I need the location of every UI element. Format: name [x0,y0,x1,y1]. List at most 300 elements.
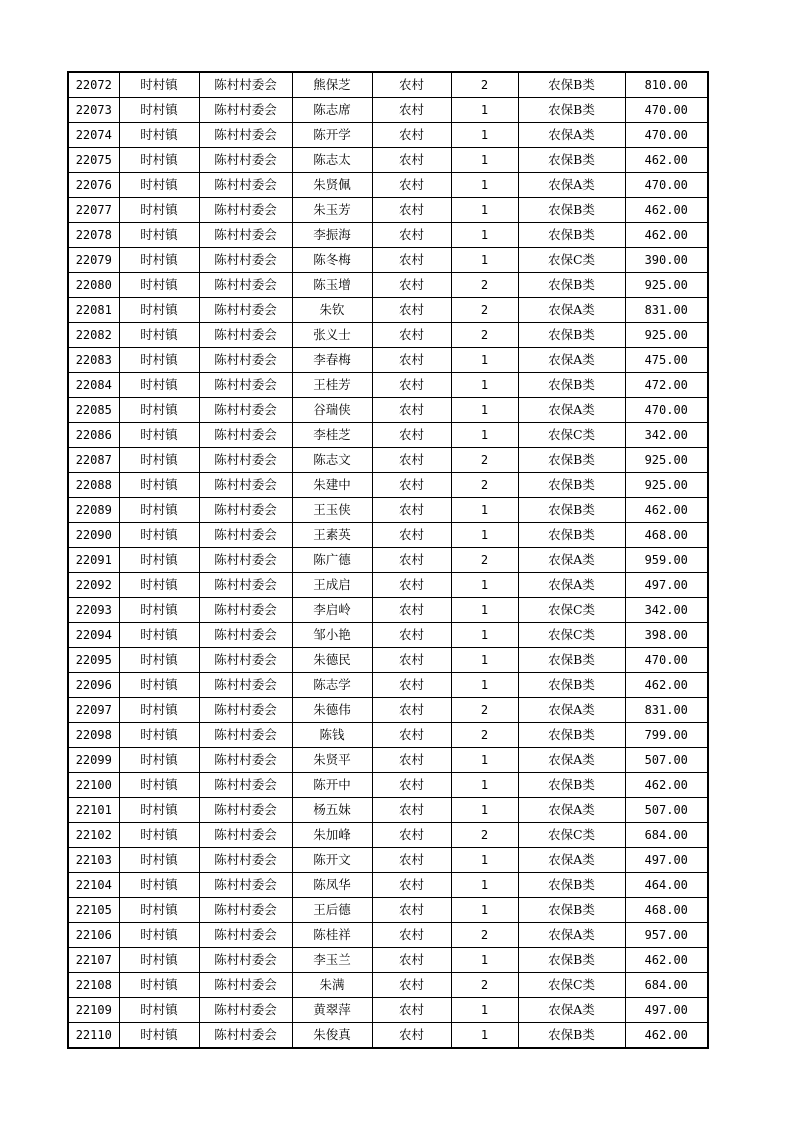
amount-cell: 925.00 [625,448,708,473]
person-name-cell: 陈开中 [292,773,372,798]
village-committee-cell: 陈村村委会 [199,673,292,698]
town-cell: 时村镇 [119,598,199,623]
table-row [68,823,708,848]
village-committee-cell: 陈村村委会 [199,573,292,598]
table-row [68,698,708,723]
insurance-category-cell: 农保B类 [518,273,625,298]
record-id-cell: 22097 [68,698,119,723]
area-type-cell: 农村 [372,523,451,548]
person-name-cell: 李桂芝 [292,423,372,448]
household-count-cell: 1 [451,898,518,923]
insurance-category-cell: 农保B类 [518,898,625,923]
village-committee-cell: 陈村村委会 [199,798,292,823]
record-id-cell: 22100 [68,773,119,798]
person-name-cell: 张义士 [292,323,372,348]
household-count-cell: 1 [451,673,518,698]
town-cell: 时村镇 [119,448,199,473]
area-type-cell: 农村 [372,323,451,348]
amount-cell: 831.00 [625,298,708,323]
village-committee-cell: 陈村村委会 [199,348,292,373]
village-committee-cell: 陈村村委会 [199,323,292,348]
person-name-cell: 陈志太 [292,148,372,173]
person-name-cell: 朱玉芳 [292,198,372,223]
person-name-cell: 陈开学 [292,123,372,148]
town-cell: 时村镇 [119,198,199,223]
amount-cell: 475.00 [625,348,708,373]
village-committee-cell: 陈村村委会 [199,173,292,198]
roster-table [67,71,709,1049]
table-row [68,72,708,98]
amount-cell: 925.00 [625,273,708,298]
record-id-cell: 22082 [68,323,119,348]
person-name-cell: 邹小艳 [292,623,372,648]
table-row [68,498,708,523]
area-type-cell: 农村 [372,1023,451,1049]
household-count-cell: 2 [451,72,518,98]
village-committee-cell: 陈村村委会 [199,498,292,523]
table-row [68,148,708,173]
table-row [68,473,708,498]
table-row [68,573,708,598]
village-committee-cell: 陈村村委会 [199,248,292,273]
record-id-cell: 22073 [68,98,119,123]
person-name-cell: 朱德伟 [292,698,372,723]
village-committee-cell: 陈村村委会 [199,873,292,898]
amount-cell: 810.00 [625,72,708,98]
person-name-cell: 朱钦 [292,298,372,323]
record-id-cell: 22080 [68,273,119,298]
person-name-cell: 王后德 [292,898,372,923]
insurance-category-cell: 农保B类 [518,723,625,748]
table-row [68,423,708,448]
town-cell: 时村镇 [119,498,199,523]
insurance-category-cell: 农保A类 [518,298,625,323]
amount-cell: 925.00 [625,323,708,348]
town-cell: 时村镇 [119,998,199,1023]
table-row [68,798,708,823]
record-id-cell: 22103 [68,848,119,873]
record-id-cell: 22102 [68,823,119,848]
village-committee-cell: 陈村村委会 [199,598,292,623]
insurance-category-cell: 农保A类 [518,748,625,773]
table-row [68,773,708,798]
household-count-cell: 1 [451,123,518,148]
insurance-category-cell: 农保C类 [518,973,625,998]
amount-cell: 799.00 [625,723,708,748]
person-name-cell: 朱贤平 [292,748,372,773]
town-cell: 时村镇 [119,973,199,998]
household-count-cell: 1 [451,98,518,123]
table-row [68,348,708,373]
household-count-cell: 2 [451,548,518,573]
insurance-category-cell: 农保A类 [518,998,625,1023]
village-committee-cell: 陈村村委会 [199,373,292,398]
town-cell: 时村镇 [119,273,199,298]
table-row [68,248,708,273]
record-id-cell: 22106 [68,923,119,948]
village-committee-cell: 陈村村委会 [199,848,292,873]
table-row [68,323,708,348]
table-row [68,873,708,898]
table-row [68,448,708,473]
amount-cell: 684.00 [625,823,708,848]
amount-cell: 925.00 [625,473,708,498]
person-name-cell: 王素英 [292,523,372,548]
town-cell: 时村镇 [119,223,199,248]
table-row [68,723,708,748]
person-name-cell: 陈开文 [292,848,372,873]
village-committee-cell: 陈村村委会 [199,623,292,648]
insurance-category-cell: 农保A类 [518,798,625,823]
area-type-cell: 农村 [372,973,451,998]
record-id-cell: 22104 [68,873,119,898]
village-committee-cell: 陈村村委会 [199,923,292,948]
household-count-cell: 1 [451,948,518,973]
household-count-cell: 2 [451,273,518,298]
record-id-cell: 22090 [68,523,119,548]
person-name-cell: 杨五妹 [292,798,372,823]
household-count-cell: 1 [451,223,518,248]
village-committee-cell: 陈村村委会 [199,723,292,748]
household-count-cell: 1 [451,498,518,523]
insurance-category-cell: 农保B类 [518,773,625,798]
area-type-cell: 农村 [372,423,451,448]
table-row [68,848,708,873]
record-id-cell: 22099 [68,748,119,773]
amount-cell: 462.00 [625,773,708,798]
area-type-cell: 农村 [372,448,451,473]
area-type-cell: 农村 [372,298,451,323]
household-count-cell: 1 [451,348,518,373]
town-cell: 时村镇 [119,623,199,648]
town-cell: 时村镇 [119,298,199,323]
insurance-category-cell: 农保B类 [518,473,625,498]
village-committee-cell: 陈村村委会 [199,72,292,98]
record-id-cell: 22101 [68,798,119,823]
amount-cell: 470.00 [625,98,708,123]
town-cell: 时村镇 [119,373,199,398]
person-name-cell: 朱俊真 [292,1023,372,1049]
record-id-cell: 22079 [68,248,119,273]
town-cell: 时村镇 [119,698,199,723]
town-cell: 时村镇 [119,898,199,923]
insurance-category-cell: 农保A类 [518,548,625,573]
household-count-cell: 1 [451,398,518,423]
village-committee-cell: 陈村村委会 [199,523,292,548]
insurance-category-cell: 农保B类 [518,223,625,248]
household-count-cell: 1 [451,1023,518,1049]
record-id-cell: 22088 [68,473,119,498]
insurance-category-cell: 农保B类 [518,1023,625,1049]
village-committee-cell: 陈村村委会 [199,148,292,173]
town-cell: 时村镇 [119,323,199,348]
area-type-cell: 农村 [372,348,451,373]
amount-cell: 470.00 [625,648,708,673]
household-count-cell: 1 [451,573,518,598]
area-type-cell: 农村 [372,598,451,623]
record-id-cell: 22075 [68,148,119,173]
village-committee-cell: 陈村村委会 [199,748,292,773]
record-id-cell: 22086 [68,423,119,448]
person-name-cell: 朱加峰 [292,823,372,848]
area-type-cell: 农村 [372,673,451,698]
table-row [68,398,708,423]
amount-cell: 497.00 [625,848,708,873]
table-row [68,648,708,673]
record-id-cell: 22081 [68,298,119,323]
area-type-cell: 农村 [372,998,451,1023]
insurance-category-cell: 农保B类 [518,648,625,673]
town-cell: 时村镇 [119,548,199,573]
household-count-cell: 1 [451,773,518,798]
area-type-cell: 农村 [372,573,451,598]
village-committee-cell: 陈村村委会 [199,823,292,848]
table-row [68,748,708,773]
household-count-cell: 1 [451,648,518,673]
amount-cell: 462.00 [625,948,708,973]
area-type-cell: 农村 [372,623,451,648]
household-count-cell: 2 [451,723,518,748]
insurance-category-cell: 农保C类 [518,823,625,848]
record-id-cell: 22074 [68,123,119,148]
table-row [68,623,708,648]
household-count-cell: 1 [451,148,518,173]
insurance-category-cell: 农保A类 [518,348,625,373]
person-name-cell: 陈志文 [292,448,372,473]
village-committee-cell: 陈村村委会 [199,298,292,323]
town-cell: 时村镇 [119,648,199,673]
household-count-cell: 1 [451,598,518,623]
area-type-cell: 农村 [372,848,451,873]
town-cell: 时村镇 [119,873,199,898]
village-committee-cell: 陈村村委会 [199,398,292,423]
amount-cell: 959.00 [625,548,708,573]
person-name-cell: 朱建中 [292,473,372,498]
record-id-cell: 22087 [68,448,119,473]
area-type-cell: 农村 [372,748,451,773]
village-committee-cell: 陈村村委会 [199,98,292,123]
household-count-cell: 1 [451,798,518,823]
insurance-category-cell: 农保C类 [518,598,625,623]
insurance-category-cell: 农保C类 [518,423,625,448]
household-count-cell: 1 [451,848,518,873]
person-name-cell: 王玉侠 [292,498,372,523]
village-committee-cell: 陈村村委会 [199,973,292,998]
person-name-cell: 陈志席 [292,98,372,123]
village-committee-cell: 陈村村委会 [199,123,292,148]
amount-cell: 342.00 [625,423,708,448]
town-cell: 时村镇 [119,523,199,548]
household-count-cell: 1 [451,748,518,773]
town-cell: 时村镇 [119,823,199,848]
table-row [68,198,708,223]
area-type-cell: 农村 [372,873,451,898]
amount-cell: 470.00 [625,173,708,198]
household-count-cell: 2 [451,698,518,723]
village-committee-cell: 陈村村委会 [199,648,292,673]
person-name-cell: 熊保芝 [292,72,372,98]
town-cell: 时村镇 [119,673,199,698]
amount-cell: 470.00 [625,398,708,423]
amount-cell: 462.00 [625,673,708,698]
town-cell: 时村镇 [119,248,199,273]
household-count-cell: 1 [451,998,518,1023]
person-name-cell: 李玉兰 [292,948,372,973]
area-type-cell: 农村 [372,773,451,798]
amount-cell: 390.00 [625,248,708,273]
record-id-cell: 22077 [68,198,119,223]
table-row [68,173,708,198]
household-count-cell: 2 [451,473,518,498]
town-cell: 时村镇 [119,123,199,148]
area-type-cell: 农村 [372,223,451,248]
amount-cell: 957.00 [625,923,708,948]
amount-cell: 462.00 [625,198,708,223]
person-name-cell: 陈桂祥 [292,923,372,948]
amount-cell: 497.00 [625,573,708,598]
town-cell: 时村镇 [119,948,199,973]
household-count-cell: 1 [451,373,518,398]
insurance-category-cell: 农保A类 [518,923,625,948]
table-row [68,973,708,998]
insurance-category-cell: 农保B类 [518,948,625,973]
area-type-cell: 农村 [372,548,451,573]
insurance-category-cell: 农保B类 [518,148,625,173]
household-count-cell: 1 [451,873,518,898]
town-cell: 时村镇 [119,848,199,873]
area-type-cell: 农村 [372,823,451,848]
insurance-category-cell: 农保B类 [518,198,625,223]
record-id-cell: 22085 [68,398,119,423]
area-type-cell: 农村 [372,648,451,673]
amount-cell: 462.00 [625,223,708,248]
household-count-cell: 2 [451,923,518,948]
household-count-cell: 1 [451,248,518,273]
record-id-cell: 22072 [68,72,119,98]
area-type-cell: 农村 [372,498,451,523]
table-row [68,373,708,398]
table-row [68,1023,708,1049]
town-cell: 时村镇 [119,798,199,823]
record-id-cell: 22084 [68,373,119,398]
area-type-cell: 农村 [372,698,451,723]
area-type-cell: 农村 [372,373,451,398]
insurance-category-cell: 农保A类 [518,698,625,723]
record-id-cell: 22095 [68,648,119,673]
village-committee-cell: 陈村村委会 [199,773,292,798]
village-committee-cell: 陈村村委会 [199,198,292,223]
person-name-cell: 陈广德 [292,548,372,573]
person-name-cell: 谷瑞侠 [292,398,372,423]
village-committee-cell: 陈村村委会 [199,223,292,248]
village-committee-cell: 陈村村委会 [199,548,292,573]
town-cell: 时村镇 [119,773,199,798]
record-id-cell: 22105 [68,898,119,923]
person-name-cell: 黄翠萍 [292,998,372,1023]
town-cell: 时村镇 [119,98,199,123]
area-type-cell: 农村 [372,173,451,198]
amount-cell: 507.00 [625,748,708,773]
insurance-category-cell: 农保A类 [518,573,625,598]
household-count-cell: 2 [451,823,518,848]
insurance-category-cell: 农保A类 [518,173,625,198]
area-type-cell: 农村 [372,948,451,973]
insurance-category-cell: 农保B类 [518,523,625,548]
village-committee-cell: 陈村村委会 [199,448,292,473]
household-count-cell: 2 [451,323,518,348]
area-type-cell: 农村 [372,923,451,948]
table-row [68,273,708,298]
amount-cell: 464.00 [625,873,708,898]
person-name-cell: 王桂芳 [292,373,372,398]
village-committee-cell: 陈村村委会 [199,898,292,923]
village-committee-cell: 陈村村委会 [199,273,292,298]
town-cell: 时村镇 [119,423,199,448]
town-cell: 时村镇 [119,173,199,198]
record-id-cell: 22108 [68,973,119,998]
roster-body [68,72,708,1048]
town-cell: 时村镇 [119,748,199,773]
household-count-cell: 1 [451,173,518,198]
insurance-category-cell: 农保A类 [518,123,625,148]
area-type-cell: 农村 [372,248,451,273]
household-count-cell: 2 [451,973,518,998]
area-type-cell: 农村 [372,898,451,923]
person-name-cell: 陈志学 [292,673,372,698]
household-count-cell: 1 [451,198,518,223]
amount-cell: 398.00 [625,623,708,648]
amount-cell: 462.00 [625,498,708,523]
household-count-cell: 1 [451,423,518,448]
person-name-cell: 王成启 [292,573,372,598]
amount-cell: 342.00 [625,598,708,623]
record-id-cell: 22089 [68,498,119,523]
amount-cell: 462.00 [625,1023,708,1049]
amount-cell: 507.00 [625,798,708,823]
amount-cell: 468.00 [625,523,708,548]
table-row [68,123,708,148]
insurance-category-cell: 农保B类 [518,72,625,98]
record-id-cell: 22076 [68,173,119,198]
household-count-cell: 2 [451,448,518,473]
town-cell: 时村镇 [119,923,199,948]
record-id-cell: 22107 [68,948,119,973]
record-id-cell: 22092 [68,573,119,598]
table-row [68,223,708,248]
roster-sheet [67,71,707,1049]
insurance-category-cell: 农保B类 [518,873,625,898]
area-type-cell: 农村 [372,723,451,748]
person-name-cell: 朱贤佩 [292,173,372,198]
town-cell: 时村镇 [119,723,199,748]
area-type-cell: 农村 [372,398,451,423]
town-cell: 时村镇 [119,148,199,173]
household-count-cell: 2 [451,298,518,323]
person-name-cell: 朱德民 [292,648,372,673]
amount-cell: 497.00 [625,998,708,1023]
table-row [68,548,708,573]
record-id-cell: 22078 [68,223,119,248]
town-cell: 时村镇 [119,573,199,598]
village-committee-cell: 陈村村委会 [199,473,292,498]
table-row [68,598,708,623]
table-row [68,673,708,698]
amount-cell: 462.00 [625,148,708,173]
record-id-cell: 22094 [68,623,119,648]
town-cell: 时村镇 [119,473,199,498]
area-type-cell: 农村 [372,473,451,498]
insurance-category-cell: 农保B类 [518,373,625,398]
